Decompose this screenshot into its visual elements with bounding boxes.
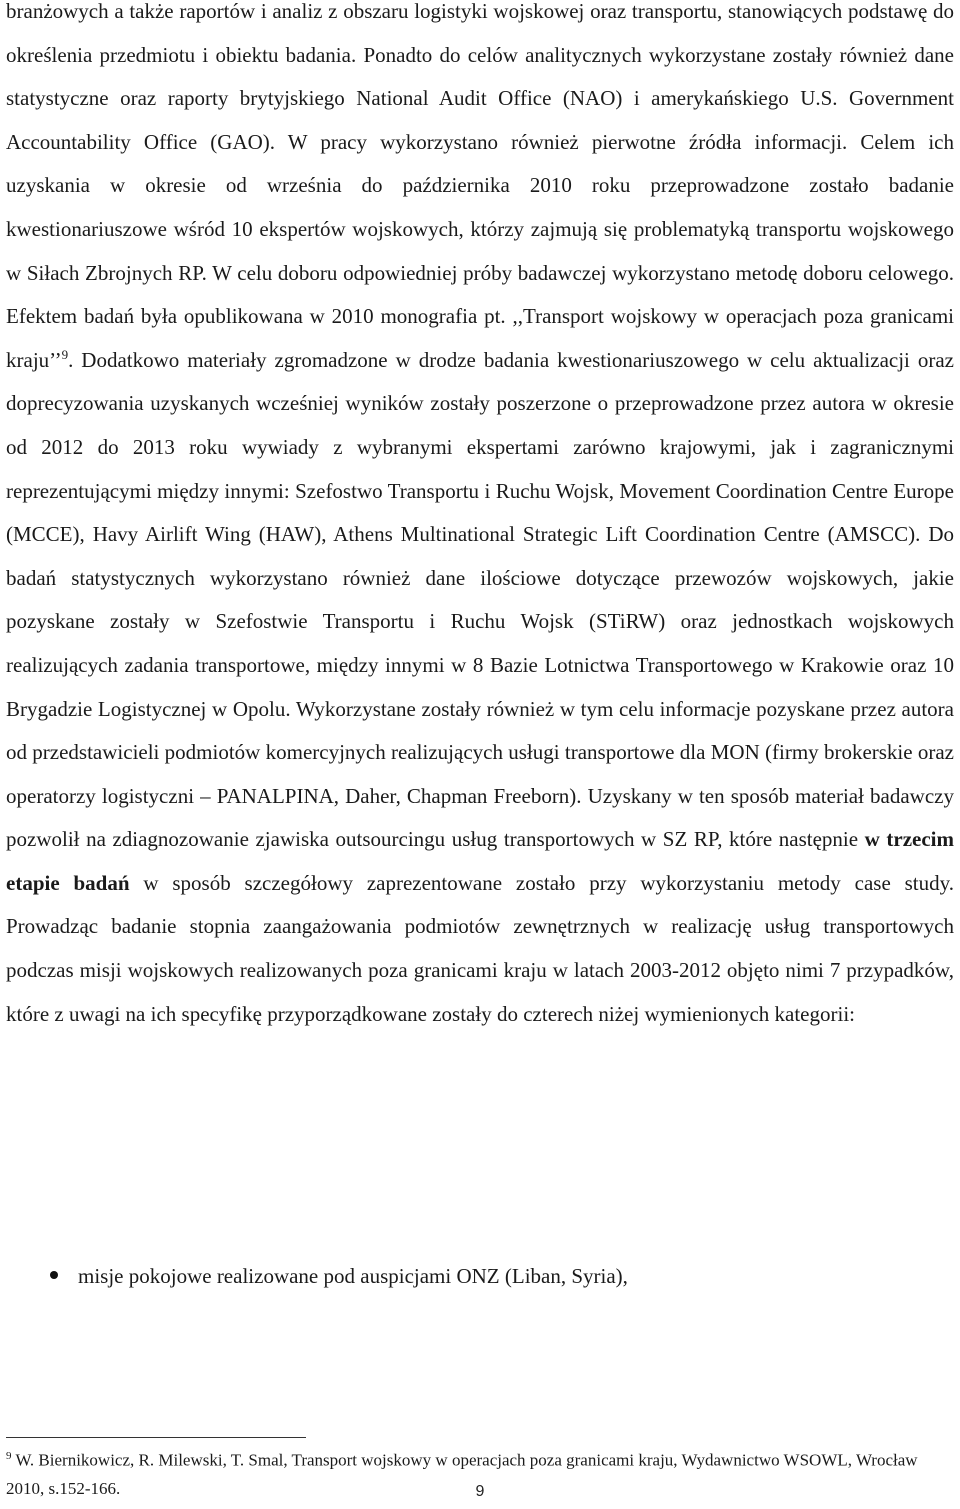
paragraph-text-part-3: w sposób szczegółowy zaprezentowane zostało przy wykorzystaniu metody case study. Prowadząc badanie stopnia zaangażowania podmiotów zewnętrznych w realizację usług transportowych podczas misji wojskowych realizowanych poza granicami kraju w latach 2003-2012 objęto nimi 7 przypadków, które z uwagi na ich specyfikę przyporządkowane zostały do czterech niżej wymienionych kategorii: — [6, 870, 955, 1026]
bullet-text: misje pokojowe realizowane pod auspicjami ONZ (Liban, Syria), — [78, 1264, 628, 1288]
body-paragraph — [6, 0, 954, 1036]
footnote-number: 9 — [6, 1450, 12, 1462]
bold-phrase: w trzecim etapie badań — [6, 827, 955, 895]
footnote-text: W. Biernikowicz, R. Milewski, T. Smal, Transport wojskowy w operacjach poza granicami kraju, Wydawnictwo WSOWL, Wrocław 2010, s.152-166. — [6, 1450, 918, 1498]
page-number: 9 — [475, 1483, 485, 1500]
bullet-list-item — [78, 1255, 948, 1299]
paragraph-text-part-2: . Dodatkowo materiały zgromadzone w drodze badania kwestionariuszowego w celu aktualizacji oraz doprecyzowania uzyskanych wcześniej wyników zostały poszerzone o przeprowadzone przez autora w okresie od 2012 do 2013 roku wywiady z wybranymi ekspertami zarówno krajowymi, jak i zagranicznymi reprezentującymi między innymi: Szefostwo Transportu i Ruchu Wojsk, Movement Coordination Centre Europe (MCCE), Havy Airlift Wing (HAW), Athens Multinational Strategic Lift Coordination Centre (AMSCC). Do badań statystycznych wykorzystano również dane ilościowe dotyczące przewozów wojskowych, jakie pozyskane zostały w Szefostwie Transportu i Ruchu Wojsk (STiRW) oraz jednostkach wojskowych realizujących zadania transportowe, między innymi w 8 Bazie Lotnictwa Transportowego w Krakowie oraz 10 Brygadzie Logistycznej w Opolu. Wykorzystane zostały również w tym celu informacje pozyskane przez autora od przedstawicieli podmiotów komercyjnych realizujących usługi transportowe dla MON (firmy brokerskie oraz operatorzy logistyczni – PANALPINA, Daher, Chapman Freeborn). Uzyskany w ten sposób materiał badawczy pozwolił na zdiagnozowanie zjawiska outsourcingu usług transportowych w SZ RP, które następnie — [6, 347, 954, 852]
footnote-reference[interactable]: 9 — [61, 346, 69, 362]
bullet-icon — [50, 1271, 58, 1279]
paragraph-text-part-1: branżowych a także raportów i analiz z obszaru logistyki wojskowej oraz transportu, stanowiących podstawę do określenia przedmiotu i obiektu badania. Ponadto do celów analitycznych wykorzystane zostały również dane statystyczne oraz raporty brytyjskiego National Audit Office (NAO) i amerykańskiego U.S. Government Accountability Office (GAO). W pracy wykorzystano również pierwotne źródła informacji. Celem ich uzyskania w okresie od września do października 2010 roku przeprowadzone zostało badanie kwestionariuszowe wśród 10 ekspertów wojskowych, którzy zajmują się problematyką transportu wojskowego w Siłach Zbrojnych RP. W celu doboru odpowiedniej próby badawczej wykorzystano metodę doboru celowego. Efektem badań była opublikowana w 2010 monografia pt. ,,Transport wojskowy w operacjach poza granicami kraju’’ — [6, 0, 954, 372]
footnote-separator — [6, 1437, 306, 1438]
